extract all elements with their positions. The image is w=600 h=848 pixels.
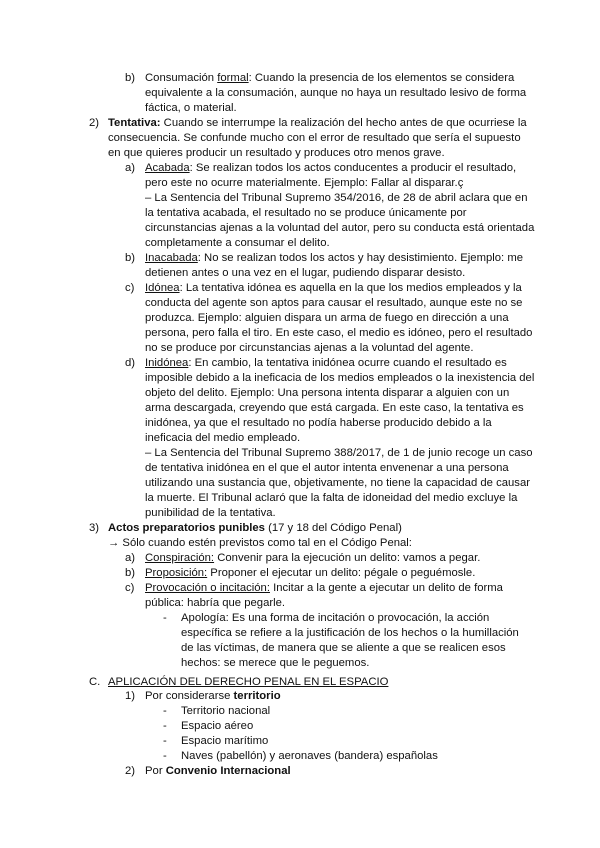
paragraph-line: consecuencia. Se confunde mucho con el error de resultado que sería el supuesto (108, 132, 521, 144)
list-item: Naves (pabellón) y aeronaves (bandera) españolas (181, 750, 438, 762)
paragraph-line: Apología: Es una forma de incitación o provocación, la acción (181, 612, 490, 624)
bold-term: Actos preparatorios punibles (108, 522, 265, 534)
paragraph-line: la tentativa acabada, el resultado no se produce únicamente por (145, 207, 467, 219)
paragraph-line: Inacabada: No se realizan todos los actos y hay desistimiento. Ejemplo: me (145, 252, 524, 264)
list-marker: 2) (89, 117, 100, 129)
paragraph-line: utilizando una sustancia que, objetivamente, no tiene la capacidad de causar (145, 477, 530, 489)
underlined-term: Inidónea (145, 357, 189, 369)
paragraph-line: inidónea, ya que el resultado no podía haberse producido debido a la (145, 417, 492, 429)
list-marker: c) (125, 582, 135, 594)
paragraph-line: Por considerarse territorio (145, 690, 281, 702)
bold-term: Tentativa: (108, 117, 161, 129)
paragraph-line: Provocación o incitación: Incitar a la gente a ejecutar un delito de forma (145, 582, 503, 594)
paragraph-line: fáctica, o material. (145, 102, 237, 114)
paragraph-line: Proposición: Proponer el ejecutar un delito: pégale o peguémosle. (145, 567, 476, 579)
section-heading: APLICACIÓN DEL DERECHO PENAL EN EL ESPACIO (108, 676, 389, 688)
paragraph-line: detienen antes o una vez en el lugar, pudiendo disparar desisto. (145, 267, 466, 279)
underlined-term: Proposición: (145, 567, 208, 579)
list-marker: c) (125, 282, 135, 294)
paragraph-line: punibilidad de la tentativa. (145, 507, 276, 519)
paragraph-line: específica se refiere a la justificación de los hechos o la humillación (181, 627, 519, 639)
paragraph-line: hechos: se merece que le peguemos. (181, 657, 370, 669)
paragraph-line: imposible debido a la ineficacia de los medios empleados o la inexistencia del (145, 372, 535, 384)
underlined-term: formal (217, 72, 249, 84)
paragraph-line: no se produce por circunstancias ajenas a la voluntad del agente. (145, 342, 474, 354)
list-marker: a) (125, 162, 136, 174)
paragraph-line: Actos preparatorios punibles (17 y 18 del Código Penal) (108, 522, 402, 534)
paragraph-line: objeto del delito. Ejemplo: Una persona intenta disparar a alguien con un (145, 387, 510, 399)
list-item: Espacio marítimo (181, 735, 269, 747)
bold-term: territorio (233, 690, 281, 702)
paragraph-line: circunstancias ajenas a la voluntad del autor, pero su conducta está orientada (145, 222, 535, 234)
paragraph-line: pero este no ocurre materialmente. Ejemplo: Fallar al disparar.ç (145, 177, 464, 189)
paragraph-line: – La Sentencia del Tribunal Supremo 354/2016, de 28 de abril aclara que en (145, 192, 528, 204)
paragraph-line: persona, pero falla el tiro. En este caso, el medio es idóneo, pero el resultado (145, 327, 533, 339)
paragraph-line: produzca. Ejemplo: alguien dispara un arma de fuego en dirección a una (145, 312, 509, 324)
paragraph-line: arma descargada, creyendo que está cargada. En este caso, la tentativa es (145, 402, 524, 414)
underlined-term: Conspiración: (145, 552, 215, 564)
paragraph-line: de las víctimas, de manera que se aliente a que se realicen esos (181, 642, 506, 654)
list-item: Espacio aéreo (181, 720, 254, 732)
paragraph-line: conducta del agente son aptos para causar el resultado, aunque este no se (145, 297, 523, 309)
list-marker: - (163, 612, 167, 624)
paragraph-line: equivalente a la consumación, aunque no haya un resultado lesivo de forma (145, 87, 527, 99)
underlined-term: Inacabada (145, 252, 198, 264)
underlined-term: Provocación o incitación: (145, 582, 270, 594)
list-item: Territorio nacional (181, 705, 271, 717)
bullet-marker: - (163, 735, 167, 747)
bullet-marker: - (163, 750, 167, 762)
paragraph-line: de tentativa inidónea en el que el autor intenta envenenar a una persona (145, 462, 509, 474)
list-marker: b) (125, 252, 136, 264)
paragraph-line: – La Sentencia del Tribunal Supremo 388/2017, de 1 de junio recoge un caso (145, 447, 533, 459)
paragraph-line: → Sólo cuando estén previstos como tal en el Código Penal: (108, 537, 412, 549)
bold-term: Convenio Internacional (165, 765, 291, 777)
paragraph-line: Conspiración: Convenir para la ejecución un delito: vamos a pegar. (145, 552, 481, 564)
paragraph-line: Tentativa: Cuando se interrumpe la realización del hecho antes de que ocurriese la (108, 117, 527, 129)
section-marker: C. (89, 676, 101, 688)
paragraph-line: Consumación formal: Cuando la presencia de los elementos se considera (145, 72, 515, 84)
bullet-marker: - (163, 720, 167, 732)
paragraph-line: Acabada: Se realizan todos los actos conducentes a producir el resultado, (145, 162, 517, 174)
list-marker: a) (125, 552, 136, 564)
list-marker: b) (125, 72, 136, 84)
bullet-marker: - (163, 705, 167, 717)
paragraph-line: la muerte. El Tribunal aclaró que la falta de idoneidad del medio excluye la (145, 492, 518, 504)
paragraph-line: ineficacia del medio empleado. (145, 432, 301, 444)
list-marker: 1) (125, 690, 136, 702)
list-marker: b) (125, 567, 136, 579)
paragraph-line: Inidónea: En cambio, la tentativa inidónea ocurre cuando el resultado es (145, 357, 507, 369)
paragraph-line: en que quieres producir un resultado y produces otro menos grave. (108, 147, 445, 159)
paragraph-line: Idónea: La tentativa idónea es aquella en la que los medios empleados y la (145, 282, 522, 294)
paragraph-line: completamente a consumar el delito. (145, 237, 330, 249)
underlined-term: Acabada (145, 162, 190, 174)
underlined-term: Idónea (145, 282, 180, 294)
paragraph-line: pública: habría que pegarle. (145, 597, 286, 609)
paragraph-line: Por Convenio Internacional (145, 765, 291, 777)
list-marker: 3) (89, 522, 100, 534)
list-marker: 2) (125, 765, 136, 777)
list-marker: d) (125, 357, 136, 369)
